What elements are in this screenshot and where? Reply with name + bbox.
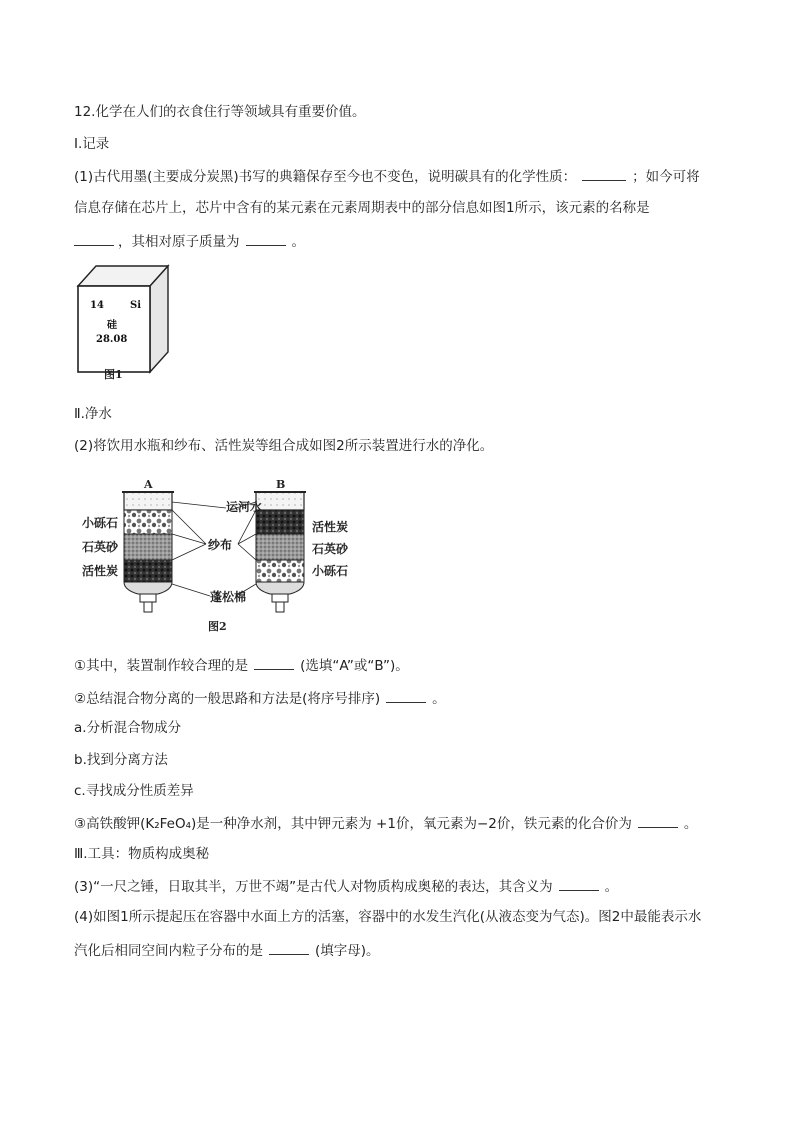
q1-text-b: ；如今可将 (632, 169, 700, 185)
q1-line3 (74, 231, 305, 251)
atomic-number: 14 (90, 300, 104, 311)
q3-answer-blank[interactable] (559, 876, 599, 891)
q2-1-text-a: ①其中，装置制作较合理的是 (74, 658, 249, 674)
q2-2-text-b: 。 (432, 691, 446, 707)
q1-answer-blank-3[interactable] (246, 231, 286, 246)
center-label-canal-water: 运河水 (226, 500, 263, 514)
right-label-activated-carbon: 活性炭 (312, 520, 349, 534)
q1-text-a: (1)古代用墨(主要成分炭黑)书写的典籍保存至今也不变色，说明碳具有的化学性质： (74, 169, 577, 185)
center-label-cotton: 蓬松棉 (210, 590, 247, 604)
q2-3-text-b: 。 (683, 816, 698, 832)
q2-2-text-a: ②总结混合物分离的一般思路和方法是(将序号排序) (74, 691, 381, 707)
q3-text-b: 。 (604, 879, 619, 895)
center-label-gauze: 纱布 (208, 538, 233, 552)
q1-text-d: 。 (291, 234, 305, 250)
water-filter-diagram (76, 478, 366, 636)
q2-intro: (2)将饮用水瓶和纱布、活性炭等组合成如图2所示装置进行水的净化。 (74, 438, 494, 454)
section-2-title: Ⅱ.净水 (74, 406, 112, 422)
option-b: b.找到分离方法 (74, 752, 168, 768)
figure-2-caption: 图2 (208, 620, 227, 633)
figure-1 (76, 262, 176, 384)
q2-1-answer-blank[interactable] (254, 655, 294, 670)
element-cube-diagram (76, 262, 176, 384)
q4-line1: (4)如图1所示提起压在容器中水面上方的活塞，容器中的水发生汽化(从液态变为气态)。图2中最能表示水 (74, 909, 702, 925)
q2-1-text-b: (选填“A”或“B”)。 (300, 658, 409, 674)
atomic-mass: 28.08 (96, 334, 128, 345)
q4-text-a: 汽化后相同空间内粒子分布的是 (74, 943, 263, 959)
figure-2 (76, 478, 366, 636)
section-1-title: Ⅰ.记录 (74, 136, 110, 152)
q2-1 (74, 655, 409, 675)
option-c: c.寻找成分性质差异 (74, 783, 194, 799)
q2-2-answer-blank[interactable] (386, 688, 426, 703)
q1-answer-blank-1[interactable] (582, 166, 626, 181)
element-symbol: Si (130, 300, 142, 311)
q1-line1 (74, 166, 700, 186)
q4-text-b: (填字母)。 (315, 943, 380, 959)
q2-3 (74, 813, 697, 833)
q4-answer-blank[interactable] (269, 940, 309, 955)
q2-2 (74, 688, 446, 708)
figure-1-caption: 图1 (104, 368, 123, 381)
bottle-b-label: B (276, 478, 286, 491)
option-a: a.分析混合物成分 (74, 720, 182, 736)
right-label-gravel: 小砾石 (312, 564, 349, 578)
left-label-activated-carbon: 活性炭 (82, 564, 119, 578)
right-label-quartz-sand: 石英砂 (312, 542, 349, 556)
q4-line2 (74, 940, 380, 960)
bottle-a-label: A (144, 478, 153, 491)
element-name: 硅 (107, 320, 117, 331)
q1-text-c: ，其相对原子质量为 (118, 234, 240, 250)
section-3-title: Ⅲ.工具：物质构成奥秘 (74, 846, 210, 862)
q1-line2: 信息存储在芯片上，芯片中含有的某元素在元素周期表中的部分信息如图1所示，该元素的名称是 (74, 200, 650, 216)
q3 (74, 876, 618, 896)
q3-text-a: (3)“一尺之锤，日取其半，万世不竭”是古代人对物质构成奥秘的表达，其含义为 (74, 879, 553, 895)
left-label-gravel: 小砾石 (82, 516, 119, 530)
question-title: 12.化学在人们的衣食住行等领域具有重要价值。 (74, 104, 366, 120)
q2-3-text-a: ③高铁酸钾(K₂FeO₄)是一种净水剂，其中钾元素为 +1价，氧元素为−2价，铁元素的化合价为 (74, 816, 632, 832)
left-label-quartz-sand: 石英砂 (82, 540, 119, 554)
q1-answer-blank-2[interactable] (74, 231, 114, 246)
q2-3-answer-blank[interactable] (638, 813, 678, 828)
